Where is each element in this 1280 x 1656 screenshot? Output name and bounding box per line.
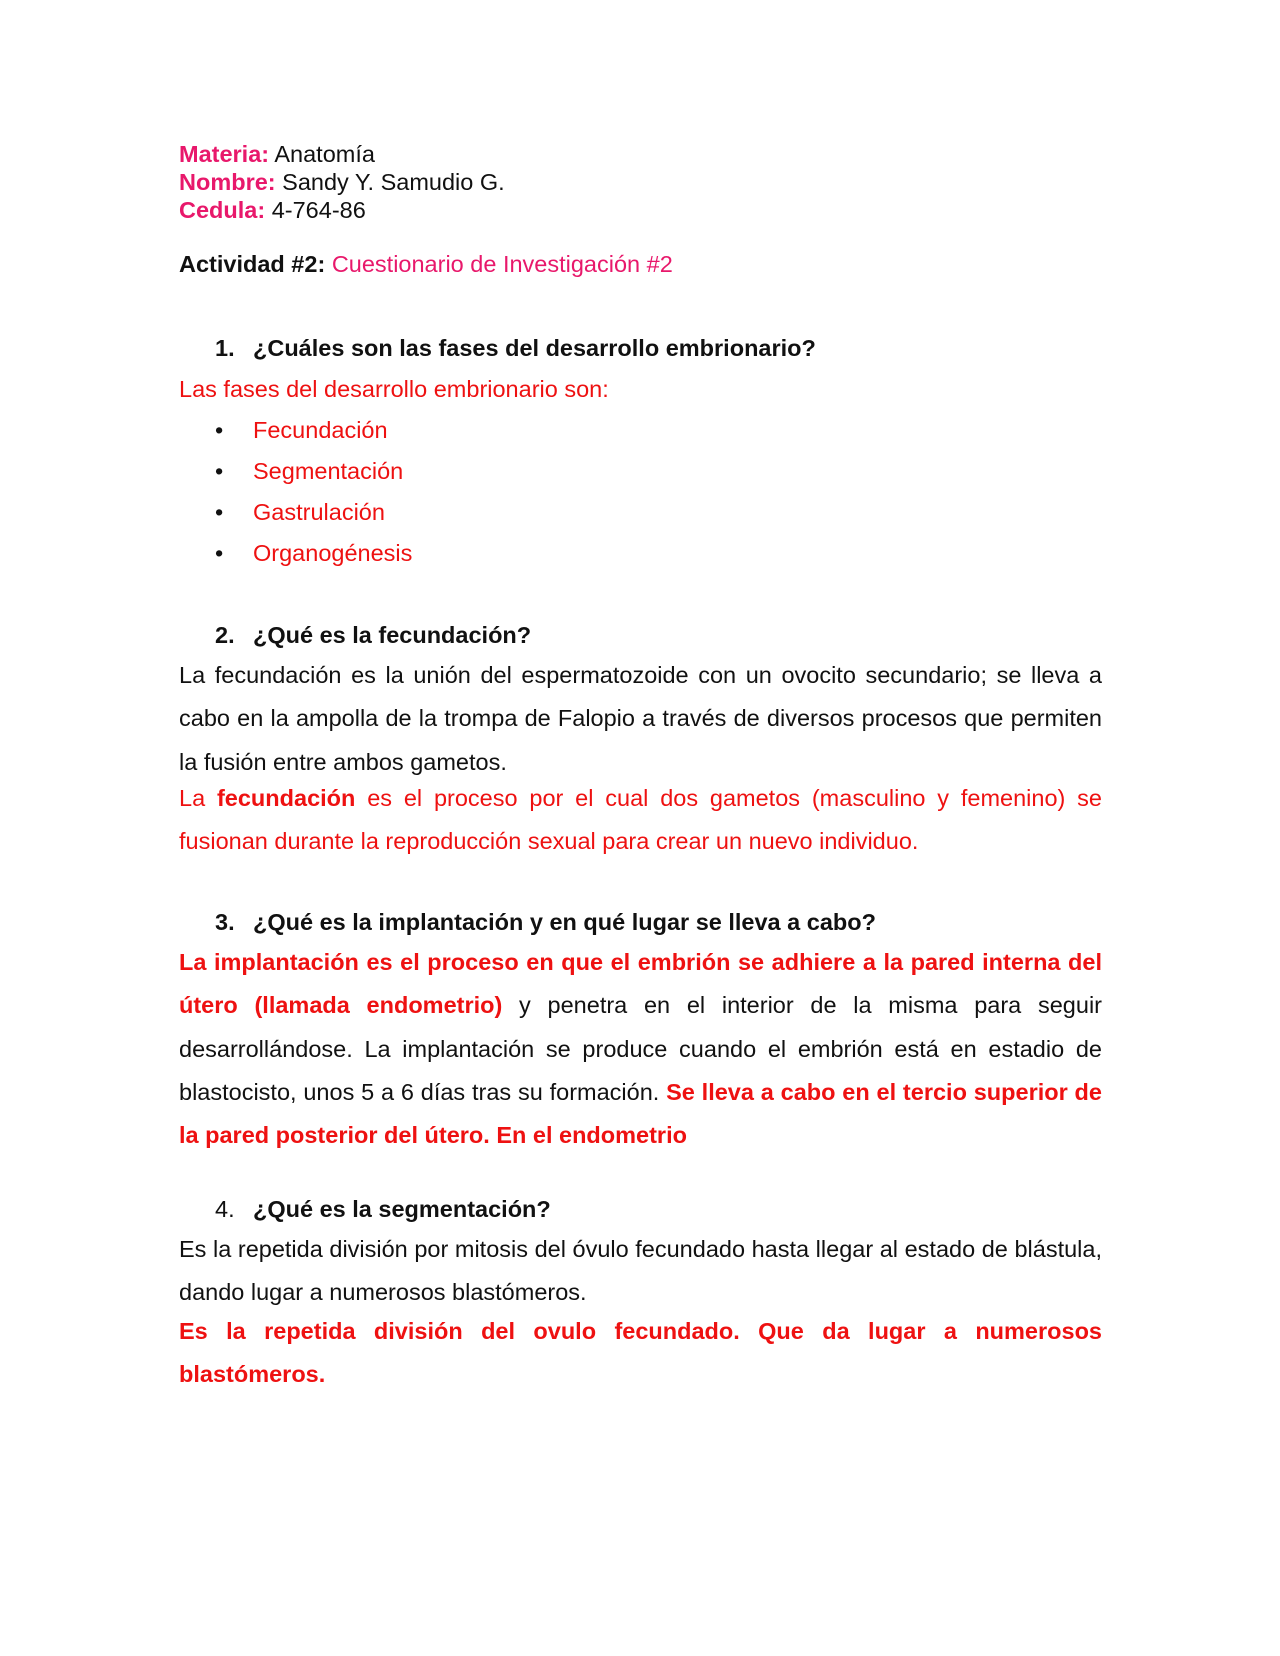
- list-item: [215, 538, 412, 568]
- nombre-line: [179, 168, 505, 197]
- question-text: ¿Qué es la fecundación?: [253, 622, 532, 648]
- question-number: 4.: [215, 1196, 235, 1222]
- bullet-glyph: •: [215, 540, 224, 566]
- list-item: [215, 456, 403, 486]
- materia-value: Anatomía: [274, 141, 375, 167]
- q3-answer: [179, 941, 1102, 1157]
- activity-label: Actividad #2:: [179, 251, 326, 277]
- phase-label: Fecundación: [253, 417, 388, 443]
- materia-label: Materia:: [179, 141, 270, 167]
- phase-label: Organogénesis: [253, 540, 413, 566]
- bullet-glyph: •: [215, 458, 224, 484]
- question-number: 1.: [215, 335, 235, 361]
- question-4: [215, 1194, 551, 1224]
- phase-label: Gastrulación: [253, 499, 385, 525]
- question-3: [215, 907, 876, 937]
- materia-line: [179, 140, 375, 169]
- question-number: 2.: [215, 622, 235, 648]
- cedula-label: Cedula:: [179, 197, 266, 223]
- q1-intro: Las fases del desarrollo embrionario son:: [179, 376, 609, 402]
- q4-red-answer: Es la repetida división del ovulo fecundado. Que da lugar a numerosos blastómeros.: [179, 1318, 1102, 1388]
- bullet-glyph: •: [215, 499, 224, 525]
- question-2: [215, 620, 531, 650]
- question-text: ¿Qué es la segmentación?: [253, 1196, 551, 1222]
- cedula-line: [179, 196, 366, 225]
- text-run: es el proceso por el cual dos gametos (masculino y femenino) se fusionan durante la reproducción sexual para crear un nuevo individuo.: [179, 785, 1102, 855]
- bullet-glyph: •: [215, 417, 224, 443]
- nombre-value: Sandy Y. Samudio G.: [282, 169, 505, 195]
- activity-line: [179, 250, 673, 279]
- q2-answer: La fecundación es la unión del espermatozoide con un ovocito secundario; se lleva a cabo en la ampolla de la trompa de Falopio a través de diversos procesos que permiten la fusión entre ambos gametos.: [179, 662, 1102, 775]
- question-number: 3.: [215, 909, 235, 935]
- list-item: [215, 497, 385, 527]
- phase-label: Segmentación: [253, 458, 404, 484]
- text-run-bold: fecundación: [216, 785, 356, 811]
- list-item: [215, 415, 388, 445]
- text-run-bold: La implantación es el proceso en que el embrión se adhiere a la pared interna del útero (llamada endometrio): [179, 949, 1102, 1019]
- text-run: La: [179, 785, 217, 811]
- question-text: ¿Qué es la implantación y en qué lugar se lleva a cabo?: [253, 909, 876, 935]
- nombre-label: Nombre:: [179, 169, 276, 195]
- question-text: ¿Cuáles son las fases del desarrollo embrionario?: [253, 335, 816, 361]
- q2-red-answer: [179, 777, 1102, 864]
- cedula-value: 4-764-86: [271, 197, 366, 223]
- question-1: [215, 333, 816, 363]
- text-run: y penetra en el interior de la misma para seguir desarrollándose. La implantación se produce cuando el embrión está en estadio de blastocisto, unos 5 a 6 días tras su formación.: [179, 992, 1102, 1105]
- q4-answer: Es la repetida división por mitosis del óvulo fecundado hasta llegar al estado de blástula, dando lugar a numerosos blastómeros.: [179, 1236, 1102, 1306]
- text-run-bold: Se lleva a cabo en el tercio superior de la pared posterior del útero. En el endometrio: [179, 1078, 1102, 1149]
- activity-title: Cuestionario de Investigación #2: [331, 251, 673, 277]
